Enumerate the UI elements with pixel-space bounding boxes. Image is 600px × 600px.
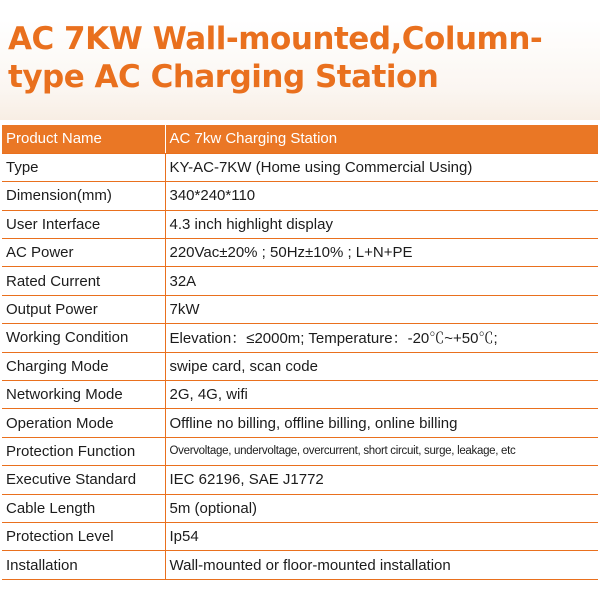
row-value-type: KY-AC-7KW (Home using Commercial Using)	[165, 153, 598, 181]
row-label-working-condition: Working Condition	[2, 324, 165, 352]
title-line-2: type AC Charging Station	[8, 59, 439, 95]
row-label-networking-mode: Networking Mode	[2, 381, 165, 409]
row-value-protection-level: Ip54	[165, 522, 598, 550]
row-label-protection-function: Protection Function	[2, 437, 165, 465]
row-label-ac-power: AC Power	[2, 239, 165, 267]
row-value-cable-length: 5m (optional)	[165, 494, 598, 522]
row-label-cable-length: Cable Length	[2, 494, 165, 522]
row-label-installation: Installation	[2, 551, 165, 579]
spec-table	[2, 125, 598, 580]
row-value-rated-current: 32A	[165, 267, 598, 295]
row-label-protection-level: Protection Level	[2, 522, 165, 550]
row-label-charging-mode: Charging Mode	[2, 352, 165, 380]
row-label-operation-mode: Operation Mode	[2, 409, 165, 437]
table-row	[2, 494, 598, 522]
row-value-working-condition: Elevation：≤2000m; Temperature：-20℃~+50℃;	[165, 324, 598, 352]
row-value-protection-function: Overvoltage, undervoltage, overcurrent, short circuit, surge, leakage, etc	[165, 437, 598, 465]
table-row	[2, 522, 598, 550]
table-row	[2, 239, 598, 267]
table-row	[2, 153, 598, 181]
row-label-executive-standard: Executive Standard	[2, 466, 165, 494]
table-row	[2, 352, 598, 380]
header-label: Product Name	[2, 125, 165, 153]
row-value-installation: Wall-mounted or floor-mounted installation	[165, 551, 598, 579]
page-title	[0, 20, 600, 120]
table-row	[2, 381, 598, 409]
table-row	[2, 182, 598, 210]
table-row	[2, 324, 598, 352]
row-label-type: Type	[2, 153, 165, 181]
row-label-rated-current: Rated Current	[2, 267, 165, 295]
row-value-executive-standard: IEC 62196, SAE J1772	[165, 466, 598, 494]
table-row	[2, 295, 598, 323]
table-row	[2, 437, 598, 465]
row-value-networking-mode: 2G, 4G, wifi	[165, 381, 598, 409]
title-line-1: AC 7KW Wall-mounted,Column-	[8, 21, 543, 57]
row-label-user-interface: User Interface	[2, 210, 165, 238]
row-label-dimension: Dimension(mm)	[2, 182, 165, 210]
row-value-ac-power: 220Vac±20% ; 50Hz±10% ; L+N+PE	[165, 239, 598, 267]
table-row	[2, 551, 598, 579]
table-row	[2, 267, 598, 295]
row-value-charging-mode: swipe card, scan code	[165, 352, 598, 380]
table-row	[2, 466, 598, 494]
header-value: AC 7kw Charging Station	[165, 125, 598, 153]
row-value-operation-mode: Offline no billing, offline billing, online billing	[165, 409, 598, 437]
row-value-output-power: 7kW	[165, 295, 598, 323]
table-row	[2, 409, 598, 437]
row-label-output-power: Output Power	[2, 295, 165, 323]
table-header-row	[2, 125, 598, 153]
row-value-user-interface: 4.3 inch highlight display	[165, 210, 598, 238]
row-value-dimension: 340*240*110	[165, 182, 598, 210]
table-row	[2, 210, 598, 238]
